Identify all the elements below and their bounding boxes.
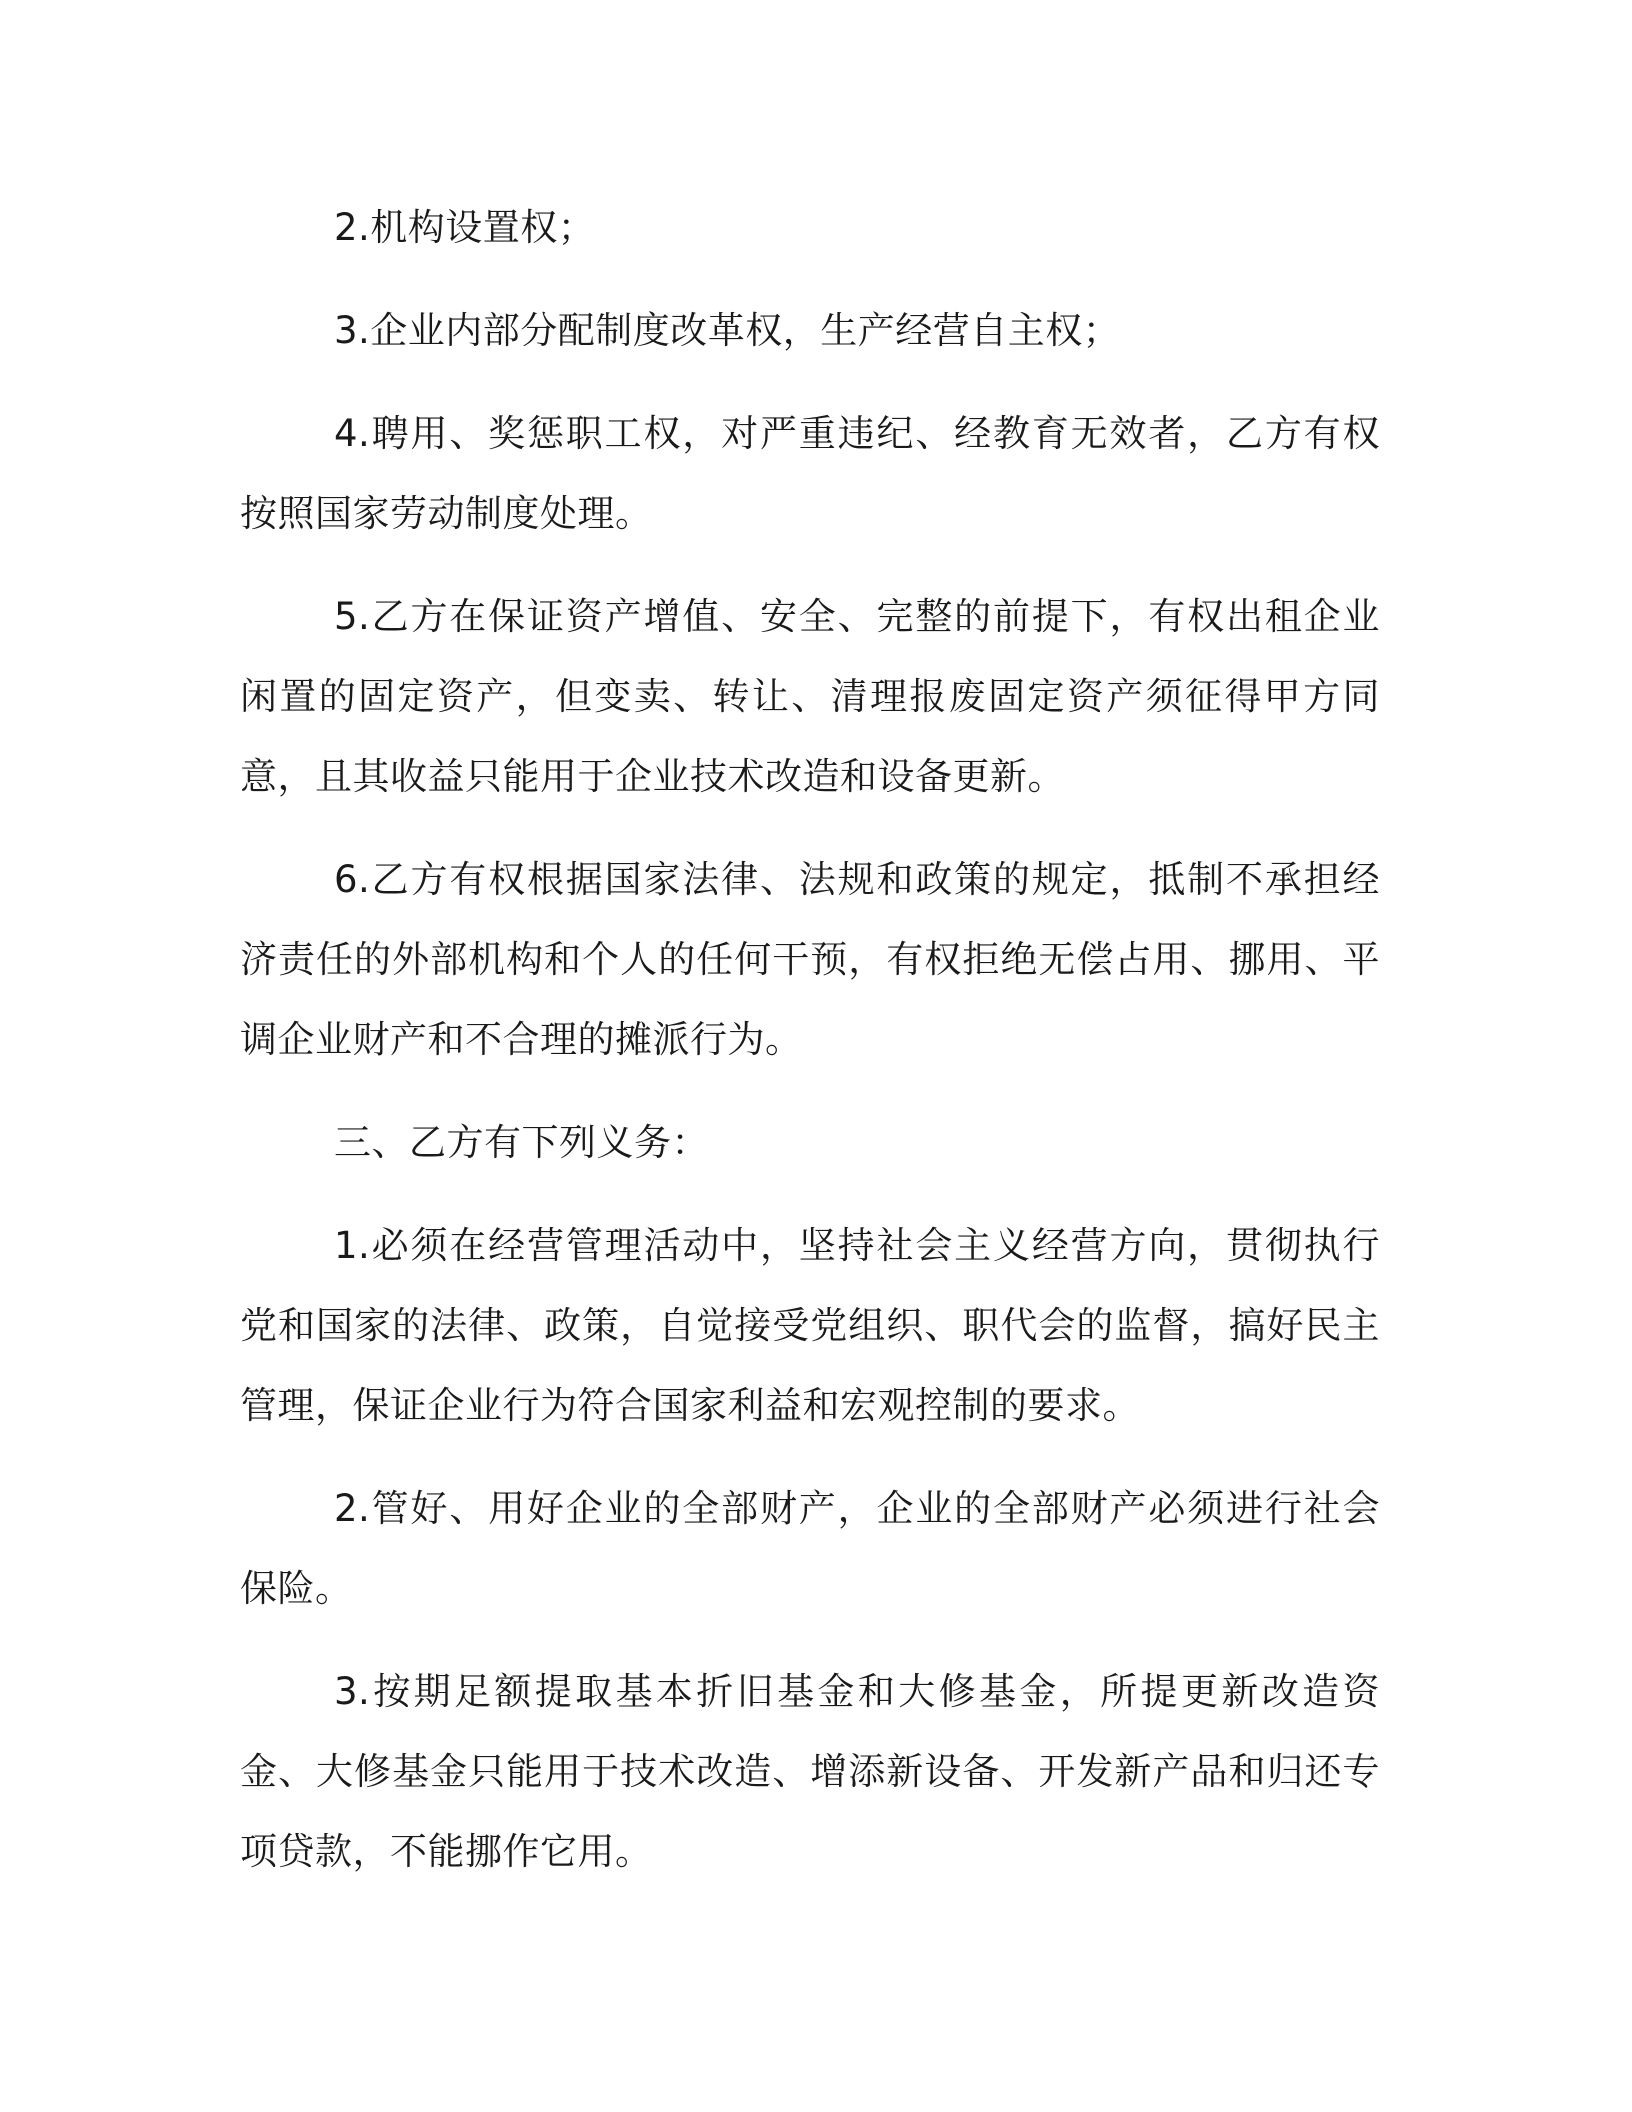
paragraph-obligation-2: 2.管好、用好企业的全部财产，企业的全部财产必须进行社会保险。 [240, 1487, 1380, 1610]
paragraph-obligation-3: 3.按期足额提取基本折旧基金和大修基金，所提更新改造资金、大修基金只能用于技术改造、增添新设备、开发新产品和归还专项贷款，不能挪作它用。 [240, 1670, 1380, 1873]
paragraph-obligation-1: 1.必须在经营管理活动中，坚持社会主义经营方向，贯彻执行党和国家的法律、政策，自觉接受党组织、职代会的监督，搞好民主管理，保证企业行为符合国家利益和宏观控制的要求。 [240, 1224, 1380, 1427]
section-heading-obligations: 三、乙方有下列义务： [334, 1121, 709, 1164]
paragraph-right-4: 4.聘用、奖惩职工权，对严重违纪、经教育无效者，乙方有权按照国家劳动制度处理。 [240, 412, 1380, 535]
paragraph-right-5: 5.乙方在保证资产增值、安全、完整的前提下，有权出租企业闲置的固定资产，但变卖、转让、清理报废固定资产须征得甲方同意，且其收益只能用于企业技术改造和设备更新。 [240, 595, 1380, 798]
paragraph-right-3: 3.企业内部分配制度改革权，生产经营自主权； [334, 309, 1121, 352]
document-body [240, 188, 1380, 1915]
paragraph-right-2: 2.机构设置权； [334, 206, 596, 249]
paragraph-right-6: 6.乙方有权根据国家法律、法规和政策的规定，抵制不承担经济责任的外部机构和个人的任何干预，有权拒绝无偿占用、挪用、平调企业财产和不合理的摊派行为。 [240, 858, 1380, 1061]
